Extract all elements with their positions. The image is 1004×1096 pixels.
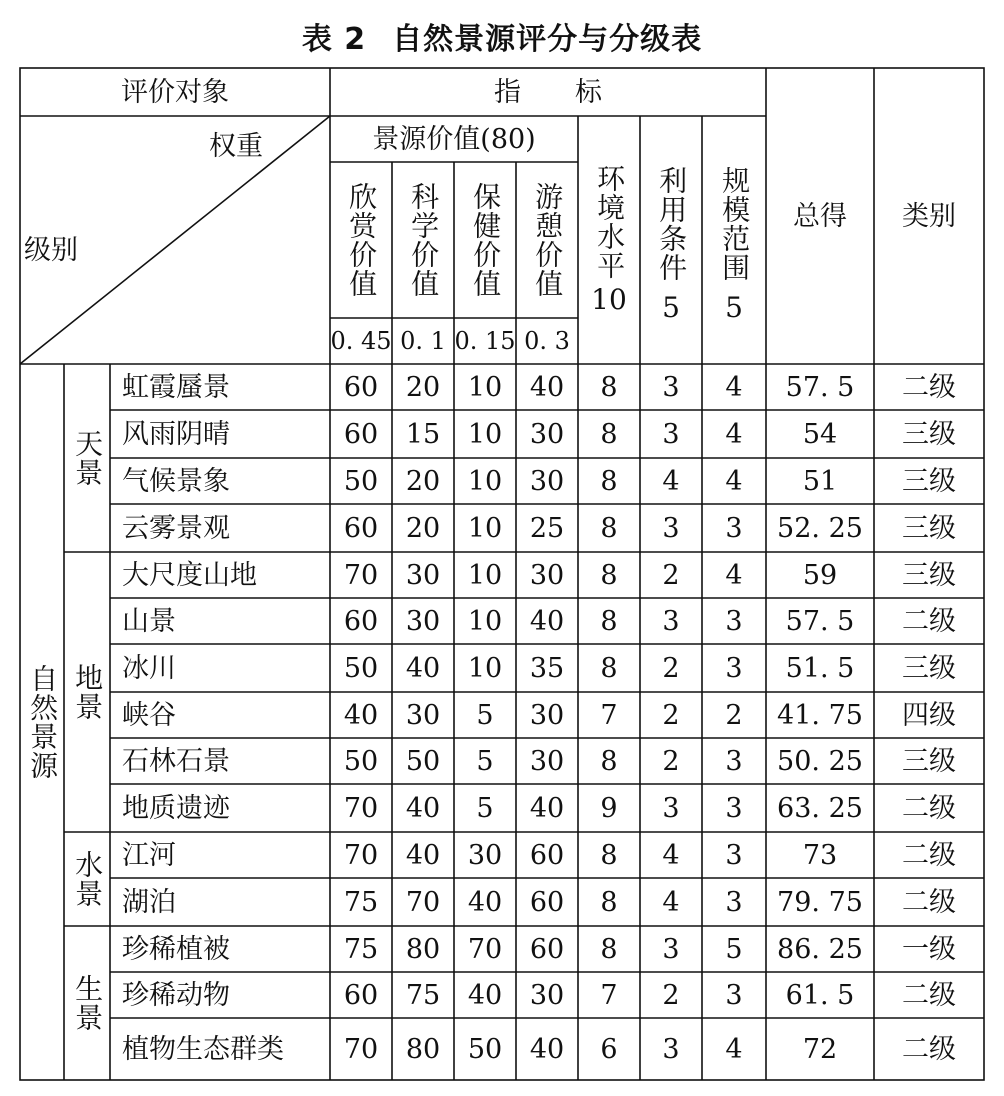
cell-appreciation: 60 [343,512,379,544]
cell-name: 虹霞蜃景 [122,371,230,403]
cell-scale: 3 [725,979,743,1011]
cell-recreation: 30 [529,979,565,1011]
subgroup-label: 水景 [71,850,105,908]
cell-appreciation: 60 [343,979,379,1011]
cell-name: 石林石景 [122,745,230,777]
cell-science: 80 [405,1033,441,1065]
cell-category: 二级 [902,886,956,918]
cell-appreciation: 70 [343,559,379,591]
cell-utilization: 3 [662,1033,680,1065]
header-scale-score: 5 [725,291,743,324]
cell-total: 57. 5 [785,371,855,403]
cell-scale: 3 [725,886,743,918]
header-utilization-label: 利用条件 [655,166,689,282]
table-caption: 自然景源评分与分级表 [392,22,703,57]
cell-total: 51. 5 [785,652,855,684]
cell-appreciation: 60 [343,418,379,450]
cell-name: 植物生态群类 [122,1033,284,1065]
cell-health: 40 [467,979,503,1011]
cell-science: 70 [405,886,441,918]
cell-utilization: 2 [662,559,680,591]
table-number: 表 2 [301,22,367,57]
cell-environment: 8 [600,886,618,918]
cell-health: 10 [467,652,503,684]
cell-category: 三级 [902,652,956,684]
cell-scale: 3 [725,605,743,637]
header-level: 级别 [24,234,78,266]
subgroup-label: 生景 [71,974,105,1032]
cell-recreation: 30 [529,699,565,731]
cell-appreciation: 75 [343,933,379,965]
cell-appreciation: 70 [343,839,379,871]
cell-science: 20 [405,512,441,544]
cell-appreciation: 70 [343,1033,379,1065]
cell-appreciation: 50 [343,652,379,684]
cell-science: 50 [405,745,441,777]
cell-environment: 8 [600,933,618,965]
cell-total: 57. 5 [785,605,855,637]
cell-health: 40 [467,886,503,918]
cell-scale: 4 [725,559,743,591]
cell-recreation: 40 [529,605,565,637]
cell-utilization: 2 [662,979,680,1011]
cell-total: 73 [802,839,838,871]
cell-name: 峡谷 [122,699,176,731]
weight-appreciation: 0. 45 [330,327,392,355]
header-utilization [640,160,702,323]
cell-health: 70 [467,933,503,965]
cell-environment: 8 [600,559,618,591]
cell-science: 80 [405,933,441,965]
cell-category: 三级 [902,512,956,544]
cell-name: 风雨阴晴 [122,418,230,450]
cell-environment: 6 [600,1033,618,1065]
weight-science: 0. 1 [400,327,446,355]
cell-health: 10 [467,418,503,450]
cell-name: 冰川 [122,652,176,684]
cell-total: 50. 25 [777,745,863,777]
cell-utilization: 3 [662,371,680,403]
cell-category: 二级 [902,979,956,1011]
cell-category: 二级 [902,1033,956,1065]
header-health: 保健价值 [469,182,503,298]
header-eval-object: 评价对象 [121,76,229,108]
cell-utilization: 3 [662,512,680,544]
cell-science: 20 [405,465,441,497]
cell-appreciation: 40 [343,699,379,731]
cell-total: 86. 25 [777,933,863,965]
header-recreation: 游憩价值 [531,182,565,298]
header-environment [578,160,640,315]
cell-health: 50 [467,1033,503,1065]
cell-utilization: 3 [662,792,680,824]
cell-recreation: 60 [529,933,565,965]
cell-scale: 4 [725,465,743,497]
weight-health: 0. 15 [454,327,516,355]
cell-recreation: 25 [529,512,565,544]
cell-appreciation: 75 [343,886,379,918]
cell-environment: 8 [600,745,618,777]
cell-category: 三级 [902,418,956,450]
cell-utilization: 4 [662,465,680,497]
cell-environment: 7 [600,699,618,731]
cell-category: 一级 [902,933,956,965]
cell-total: 79. 75 [777,886,863,918]
cell-environment: 8 [600,418,618,450]
cell-utilization: 2 [662,699,680,731]
cell-health: 5 [476,792,494,824]
cell-name: 气候景象 [122,465,230,497]
cell-total: 63. 25 [777,792,863,824]
header-category: 类别 [902,200,956,232]
header-indicator: 指 标 [494,76,602,108]
cell-health: 10 [467,465,503,497]
weight-recreation: 0. 3 [524,327,570,355]
cell-scale: 3 [725,839,743,871]
cell-total: 41. 75 [777,699,863,731]
cell-total: 61. 5 [785,979,855,1011]
cell-environment: 8 [600,371,618,403]
cell-environment: 8 [600,652,618,684]
cell-name: 云雾景观 [122,512,230,544]
cell-total: 72 [802,1033,838,1065]
cell-scale: 3 [725,512,743,544]
cell-category: 三级 [902,559,956,591]
cell-utilization: 2 [662,745,680,777]
cell-science: 40 [405,652,441,684]
cell-recreation: 30 [529,465,565,497]
cell-utilization: 4 [662,886,680,918]
cell-health: 10 [467,605,503,637]
cell-science: 40 [405,839,441,871]
cell-utilization: 3 [662,418,680,450]
cell-name: 湖泊 [122,886,176,918]
cell-recreation: 60 [529,886,565,918]
cell-science: 15 [405,418,441,450]
cell-total: 52. 25 [777,512,863,544]
header-total: 总得 [793,200,847,232]
header-environment-label: 环境水平 [593,164,627,280]
cell-utilization: 2 [662,652,680,684]
cell-scale: 3 [725,652,743,684]
cell-category: 二级 [902,605,956,637]
cell-recreation: 40 [529,792,565,824]
cell-science: 30 [405,699,441,731]
cell-science: 30 [405,605,441,637]
cell-recreation: 30 [529,559,565,591]
header-environment-score: 10 [591,283,627,316]
cell-total: 59 [802,559,838,591]
cell-health: 5 [476,745,494,777]
cell-recreation: 40 [529,1033,565,1065]
cell-environment: 8 [600,605,618,637]
cell-scale: 3 [725,792,743,824]
cell-name: 山景 [122,605,176,637]
cell-appreciation: 60 [343,371,379,403]
cell-total: 54 [802,418,838,450]
cell-name: 江河 [122,839,176,871]
group-natural-scenery: 自然景源 [26,664,60,780]
cell-scale: 4 [725,371,743,403]
cell-environment: 8 [600,465,618,497]
cell-scale: 4 [725,1033,743,1065]
cell-name: 珍稀动物 [122,979,230,1011]
cell-appreciation: 60 [343,605,379,637]
header-utilization-score: 5 [662,291,680,324]
cell-science: 75 [405,979,441,1011]
header-scenic-value: 景源价值(80) [372,123,536,155]
cell-science: 40 [405,792,441,824]
cell-environment: 8 [600,512,618,544]
cell-scale: 3 [725,745,743,777]
cell-total: 51 [802,465,838,497]
cell-category: 二级 [902,371,956,403]
cell-category: 三级 [902,745,956,777]
cell-recreation: 30 [529,745,565,777]
subgroup-label: 天景 [71,429,105,487]
header-weight: 权重 [209,130,263,162]
header-scale-label: 规模范围 [718,166,752,282]
cell-environment: 7 [600,979,618,1011]
cell-category: 三级 [902,465,956,497]
cell-utilization: 3 [662,605,680,637]
cell-appreciation: 50 [343,465,379,497]
cell-name: 大尺度山地 [122,559,257,591]
cell-category: 二级 [902,792,956,824]
cell-recreation: 40 [529,371,565,403]
cell-health: 5 [476,699,494,731]
cell-environment: 9 [600,792,618,824]
header-appreciation: 欣赏价值 [345,182,379,298]
cell-recreation: 60 [529,839,565,871]
cell-health: 10 [467,512,503,544]
cell-appreciation: 70 [343,792,379,824]
cell-scale: 5 [725,933,743,965]
subgroup-label: 地景 [71,663,105,721]
cell-utilization: 3 [662,933,680,965]
cell-health: 10 [467,371,503,403]
cell-health: 10 [467,559,503,591]
cell-environment: 8 [600,839,618,871]
cell-category: 四级 [902,699,956,731]
cell-science: 30 [405,559,441,591]
cell-scale: 2 [725,699,743,731]
cell-name: 珍稀植被 [122,933,230,965]
cell-health: 30 [467,839,503,871]
header-science: 科学价值 [407,182,441,298]
cell-name: 地质遗迹 [122,792,230,824]
cell-appreciation: 50 [343,745,379,777]
cell-science: 20 [405,371,441,403]
cell-scale: 4 [725,418,743,450]
cell-recreation: 30 [529,418,565,450]
cell-utilization: 4 [662,839,680,871]
cell-recreation: 35 [529,652,565,684]
cell-category: 二级 [902,839,956,871]
header-scale [702,160,766,323]
